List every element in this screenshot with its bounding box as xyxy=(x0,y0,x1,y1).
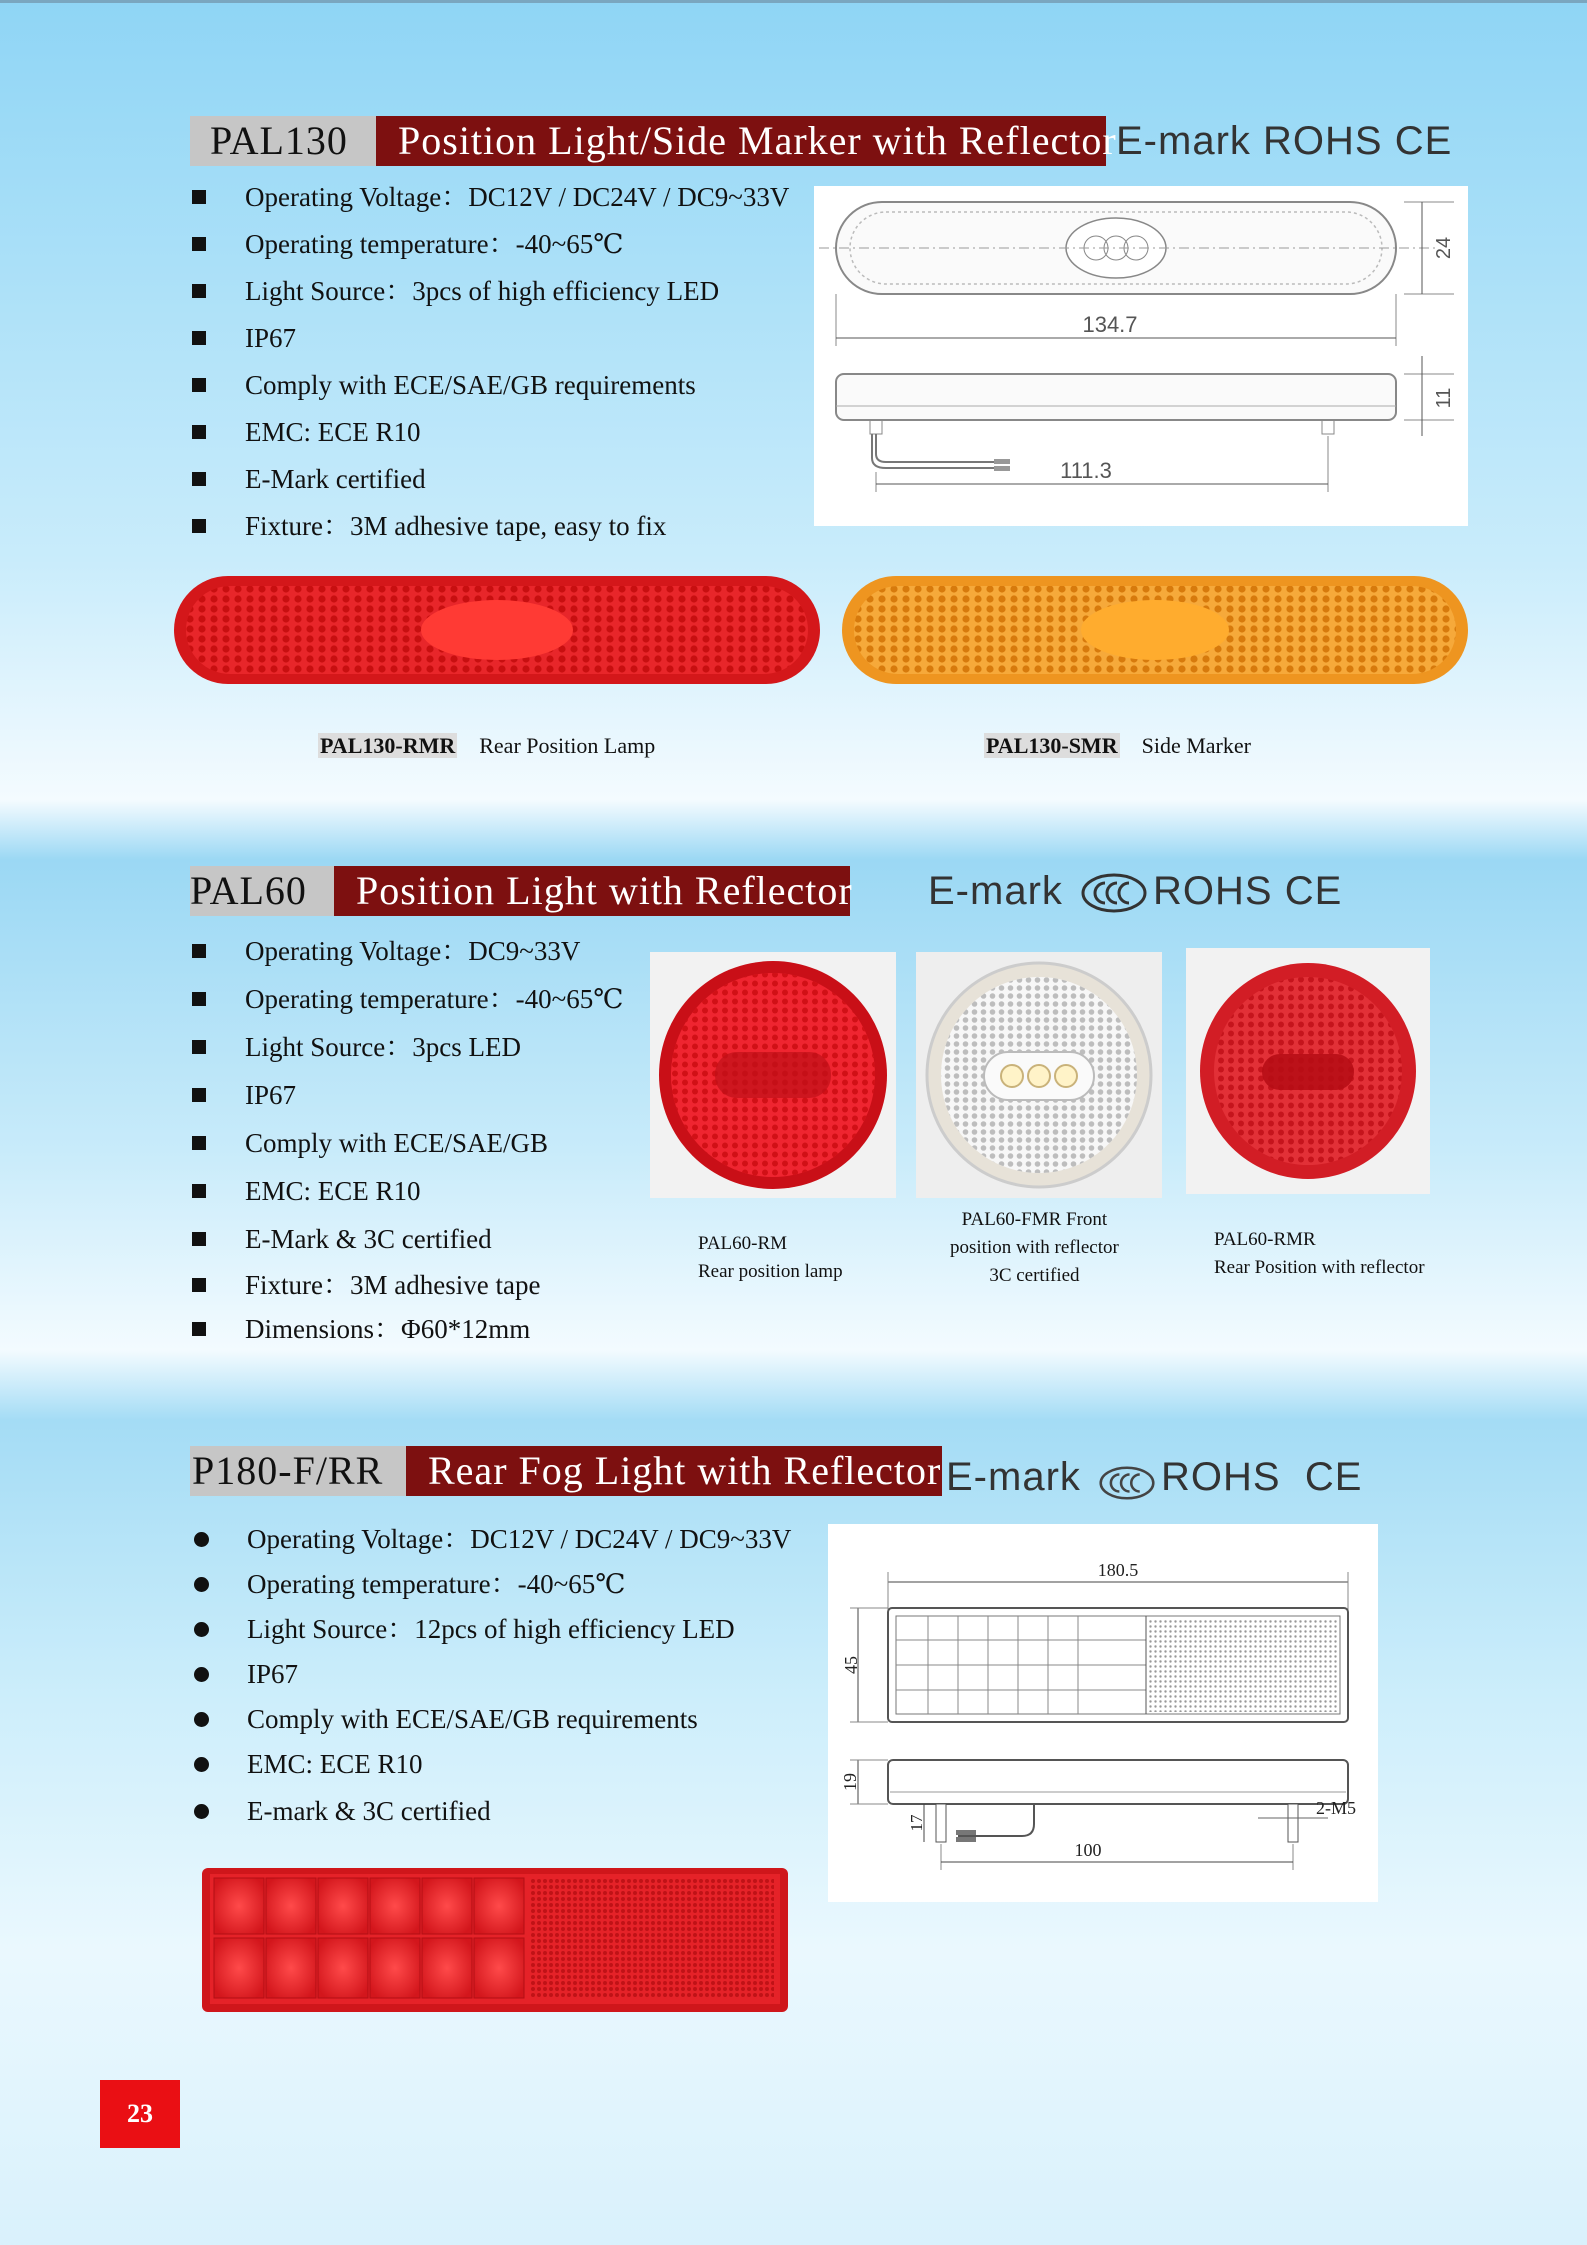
pal130-title: Position Light/Side Marker with Reflector xyxy=(376,116,1106,166)
top-border xyxy=(0,0,1587,3)
model-desc: Side Marker xyxy=(1141,733,1251,758)
spec-item: IP67 xyxy=(190,1072,623,1120)
pal130-smr-lamp-image xyxy=(840,574,1470,686)
round-bullet-icon xyxy=(194,1532,209,1547)
emark-label: E-mark xyxy=(928,869,1063,913)
emark-label: E-mark xyxy=(1116,119,1251,163)
ce-label: CE xyxy=(1284,869,1343,913)
dim-mount: 100 xyxy=(1074,1840,1102,1860)
square-bullet-icon xyxy=(192,944,206,958)
pal60-rm-caption: PAL60-RM Rear position lamp xyxy=(698,1233,843,1282)
dim-depth: 11 xyxy=(1433,387,1455,409)
pal60-fmr-lamp-image xyxy=(916,952,1162,1198)
round-bullet-icon xyxy=(194,1804,209,1819)
p180-code: P180-F/RR xyxy=(190,1446,406,1496)
square-bullet-icon xyxy=(192,378,206,392)
dim-length: 134.7 xyxy=(1082,312,1138,337)
square-bullet-icon xyxy=(192,472,206,486)
spec-item: Dimensions：Φ60*12mm xyxy=(190,1306,623,1352)
pal130-rmr-lamp-image xyxy=(172,574,822,686)
emark-label: E-mark xyxy=(946,1455,1081,1499)
ce-label: CE xyxy=(1304,1455,1363,1499)
square-bullet-icon xyxy=(192,1184,206,1198)
square-bullet-icon xyxy=(192,331,206,345)
spec-item: Light Source：12pcs of high efficiency LED xyxy=(192,1606,791,1651)
spec-item: E-mark & 3C certified xyxy=(192,1786,791,1836)
pal130-rmr-caption xyxy=(318,733,655,759)
spec-item: Comply with ECE/SAE/GB requirements xyxy=(190,362,789,409)
pal130-technical-drawing xyxy=(814,186,1468,526)
spec-item: Light Source：3pcs LED xyxy=(190,1024,623,1072)
pal60-title: Position Light with Reflector xyxy=(334,866,850,916)
spec-item: Light Source：3pcs of high efficiency LED xyxy=(190,268,789,315)
p180-spec-list xyxy=(192,1516,791,1836)
spec-item: Operating Voltage：DC12V / DC24V / DC9~33V xyxy=(190,174,789,221)
dim-depth: 19 xyxy=(840,1773,860,1791)
pal130-spec-list xyxy=(190,174,789,550)
ccc-logo-icon xyxy=(1081,873,1147,913)
spec-item: Comply with ECE/SAE/GB xyxy=(190,1120,623,1168)
spec-item: E-Mark & 3C certified xyxy=(190,1216,623,1264)
page-number-badge: 23 xyxy=(100,2080,180,2148)
spec-item: Operating Voltage：DC9~33V xyxy=(190,928,623,976)
ccc-logo-icon xyxy=(1099,1462,1155,1496)
dim-mount: 111.3 xyxy=(1060,458,1112,483)
pal130-certs xyxy=(1116,116,1452,166)
round-bullet-icon xyxy=(194,1712,209,1727)
square-bullet-icon xyxy=(192,992,206,1006)
round-bullet-icon xyxy=(194,1622,209,1637)
square-bullet-icon xyxy=(192,1136,206,1150)
square-bullet-icon xyxy=(192,1322,206,1336)
square-bullet-icon xyxy=(192,1088,206,1102)
spec-item: EMC: ECE R10 xyxy=(190,1168,623,1216)
pal60-fmr-caption: PAL60-FMR Front position with reflector 3C certified xyxy=(950,1209,1119,1286)
p180-technical-drawing xyxy=(828,1524,1378,1902)
dim-length: 180.5 xyxy=(1097,1560,1139,1580)
square-bullet-icon xyxy=(192,1278,206,1292)
square-bullet-icon xyxy=(192,190,206,204)
model-code: PAL130-SMR xyxy=(986,733,1118,758)
square-bullet-icon xyxy=(192,284,206,298)
spec-item: Operating temperature：-40~65℃ xyxy=(190,976,623,1024)
model-code: PAL130-RMR xyxy=(320,733,456,758)
pal60-rm-lamp-image xyxy=(650,952,896,1198)
pal130-code: PAL130 xyxy=(190,116,376,166)
square-bullet-icon xyxy=(192,519,206,533)
spec-item: Fixture：3M adhesive tape, easy to fix xyxy=(190,503,789,550)
dim-height: 24 xyxy=(1433,236,1455,260)
square-bullet-icon xyxy=(192,425,206,439)
square-bullet-icon xyxy=(192,1232,206,1246)
pal60-rmr-lamp-image xyxy=(1186,948,1430,1194)
square-bullet-icon xyxy=(192,1040,206,1054)
spec-item: Operating temperature：-40~65℃ xyxy=(192,1561,791,1606)
rohs-label: ROHS xyxy=(1161,1455,1281,1499)
pal130-smr-caption xyxy=(984,733,1251,759)
spec-item: EMC: ECE R10 xyxy=(190,409,789,456)
spec-item: IP67 xyxy=(192,1651,791,1696)
pal60-rmr-caption: PAL60-RMR Rear Position with reflector xyxy=(1214,1229,1425,1278)
p180-certs xyxy=(946,1452,1362,1502)
round-bullet-icon xyxy=(194,1757,209,1772)
spec-item: Operating Voltage：DC12V / DC24V / DC9~33V xyxy=(192,1516,791,1561)
p180-lamp-image xyxy=(200,1866,790,2014)
spec-item: Fixture：3M adhesive tape xyxy=(190,1264,623,1306)
round-bullet-icon xyxy=(194,1667,209,1682)
square-bullet-icon xyxy=(192,237,206,251)
spec-item: E-Mark certified xyxy=(190,456,789,503)
model-desc: Rear Position Lamp xyxy=(479,733,656,758)
rohs-label: ROHS xyxy=(1263,119,1383,163)
spec-item: Comply with ECE/SAE/GB requirements xyxy=(192,1696,791,1741)
dim-stud: 17 xyxy=(907,1814,926,1832)
p180-title: Rear Fog Light with Reflector xyxy=(406,1446,942,1496)
pal60-code: PAL60 xyxy=(190,866,334,916)
spec-item: IP67 xyxy=(190,315,789,362)
dim-height: 45 xyxy=(841,1656,861,1674)
ce-label: CE xyxy=(1394,119,1453,163)
spec-item: Operating temperature：-40~65℃ xyxy=(190,221,789,268)
spec-item: EMC: ECE R10 xyxy=(192,1741,791,1786)
dim-thread: 2-M5 xyxy=(1316,1798,1356,1818)
round-bullet-icon xyxy=(194,1577,209,1592)
pal60-spec-list xyxy=(190,928,623,1352)
rohs-label: ROHS xyxy=(1153,869,1273,913)
pal60-certs xyxy=(928,866,1342,916)
